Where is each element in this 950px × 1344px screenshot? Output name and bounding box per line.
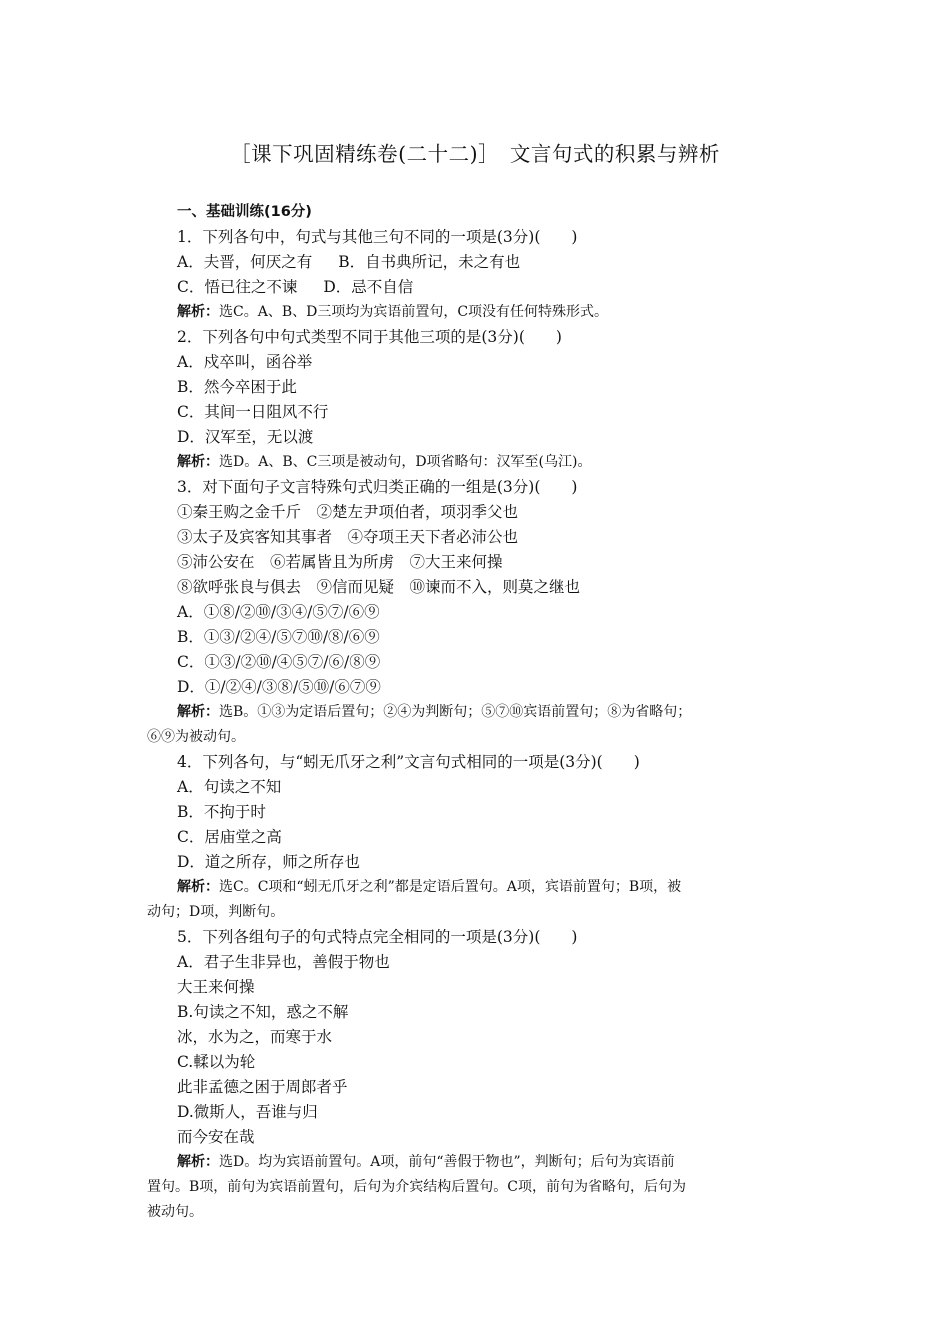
question-5-line: C.輮以为轮	[177, 1053, 256, 1071]
option-a: A．夫晋，何厌之有	[177, 253, 313, 271]
sentence-list-item: ⑤沛公安在 ⑥若属皆且为所虏 ⑦大王来何操	[177, 553, 503, 571]
question-5-line: 大王来何操	[177, 978, 255, 996]
question-5-line: A．君子生非异也，善假于物也	[177, 953, 390, 971]
answer-text: 选B。①③为定语后置句；②④为判断句；⑤⑦⑩宾语前置句；⑧为省略句；	[219, 704, 692, 720]
document-body	[147, 200, 817, 1225]
option-c: C．居庙堂之高	[177, 828, 282, 846]
answer-label: 解析：	[177, 704, 219, 720]
option-a: A．戍卒叫，函谷举	[177, 353, 313, 371]
question-5-answer-cont: 置句。B项，前句为宾语前置句，后句为介宾结构后置句。C项，前句为省略句，后句为	[147, 1179, 686, 1195]
answer-text: 选C。C项和“蚓无爪牙之利”都是定语后置句。A项，宾语前置句；B项，被	[219, 879, 682, 895]
option-a: A．句读之不知	[177, 778, 282, 796]
question-1-options-cd	[147, 275, 817, 300]
answer-label: 解析：	[177, 1154, 219, 1170]
option-d: D．忌不自信	[323, 278, 414, 296]
question-5-answer-cont: 被动句。	[147, 1204, 203, 1220]
question-1-answer	[147, 300, 817, 325]
question-5-line: 而今安在哉	[177, 1128, 255, 1146]
sentence-list-item: ③太子及宾客知其事者 ④夺项王天下者必沛公也	[177, 528, 519, 546]
question-4-answer-cont: 动句；D项，判断句。	[147, 904, 285, 920]
question-3-stem: 3．对下面句子文言特殊句式归类正确的一组是(3分)( )	[177, 478, 578, 496]
question-4-stem: 4．下列各句，与“蚓无爪牙之利”文言句式相同的一项是(3分)( )	[177, 753, 640, 771]
page-title: ［课下巩固精练卷(二十二)］ 文言句式的积累与辨析	[230, 142, 720, 166]
sentence-list-item: ⑧欲呼张良与俱去 ⑨信而见疑 ⑩谏而不入，则莫之继也	[177, 578, 581, 596]
answer-text: 选D。均为宾语前置句。A项，前句“善假于物也”，判断句；后句为宾语前	[219, 1154, 675, 1170]
answer-label: 解析：	[177, 454, 219, 470]
option-a: A．①⑧/②⑩/③④/⑤⑦/⑥⑨	[177, 603, 380, 621]
section-heading: 一、基础训练(16分)	[177, 204, 312, 220]
question-5-line: D.微斯人，吾谁与归	[177, 1103, 318, 1121]
question-1-options-ab	[147, 250, 817, 275]
option-d: D．道之所存，师之所存也	[177, 853, 360, 871]
answer-text: 选D。A、B、C三项是被动句，D项省略句：汉军至(乌江)。	[219, 454, 592, 470]
question-5-answer	[147, 1150, 817, 1175]
option-c: C．悟已往之不谏	[177, 278, 298, 296]
option-d: D．汉军至，无以渡	[177, 428, 314, 446]
sentence-list-item: ①秦王购之金千斤 ②楚左尹项伯者，项羽季父也	[177, 503, 519, 521]
question-1-stem: 1．下列各句中，句式与其他三句不同的一项是(3分)( )	[177, 228, 578, 246]
answer-text: 选C。A、B、D三项均为宾语前置句，C项没有任何特殊形式。	[219, 304, 609, 320]
option-c: C．其间一日阻风不行	[177, 403, 329, 421]
option-b: B．自书典所记，未之有也	[338, 253, 521, 271]
option-c: C．①③/②⑩/④⑤⑦/⑥/⑧⑨	[177, 653, 381, 671]
answer-label: 解析：	[177, 879, 219, 895]
question-5-line: 冰，水为之，而寒于水	[177, 1028, 333, 1046]
question-3-answer-cont: ⑥⑨为被动句。	[147, 729, 245, 745]
question-5-stem: 5．下列各组句子的句式特点完全相同的一项是(3分)( )	[177, 928, 578, 946]
question-2-stem: 2．下列各句中句式类型不同于其他三项的是(3分)( )	[177, 328, 562, 346]
option-d: D．①/②④/③⑧/⑤⑩/⑥⑦⑨	[177, 678, 381, 696]
question-3-answer	[147, 700, 817, 725]
option-b: B．不拘于时	[177, 803, 266, 821]
option-b: B．①③/②④/⑤⑦⑩/⑧/⑥⑨	[177, 628, 380, 646]
answer-label: 解析：	[177, 304, 219, 320]
question-4-answer	[147, 875, 817, 900]
option-b: B．然今卒困于此	[177, 378, 297, 396]
question-5-line: 此非孟德之困于周郎者乎	[177, 1078, 348, 1096]
question-5-line: B.句读之不知，惑之不解	[177, 1003, 349, 1021]
question-2-answer	[147, 450, 817, 475]
